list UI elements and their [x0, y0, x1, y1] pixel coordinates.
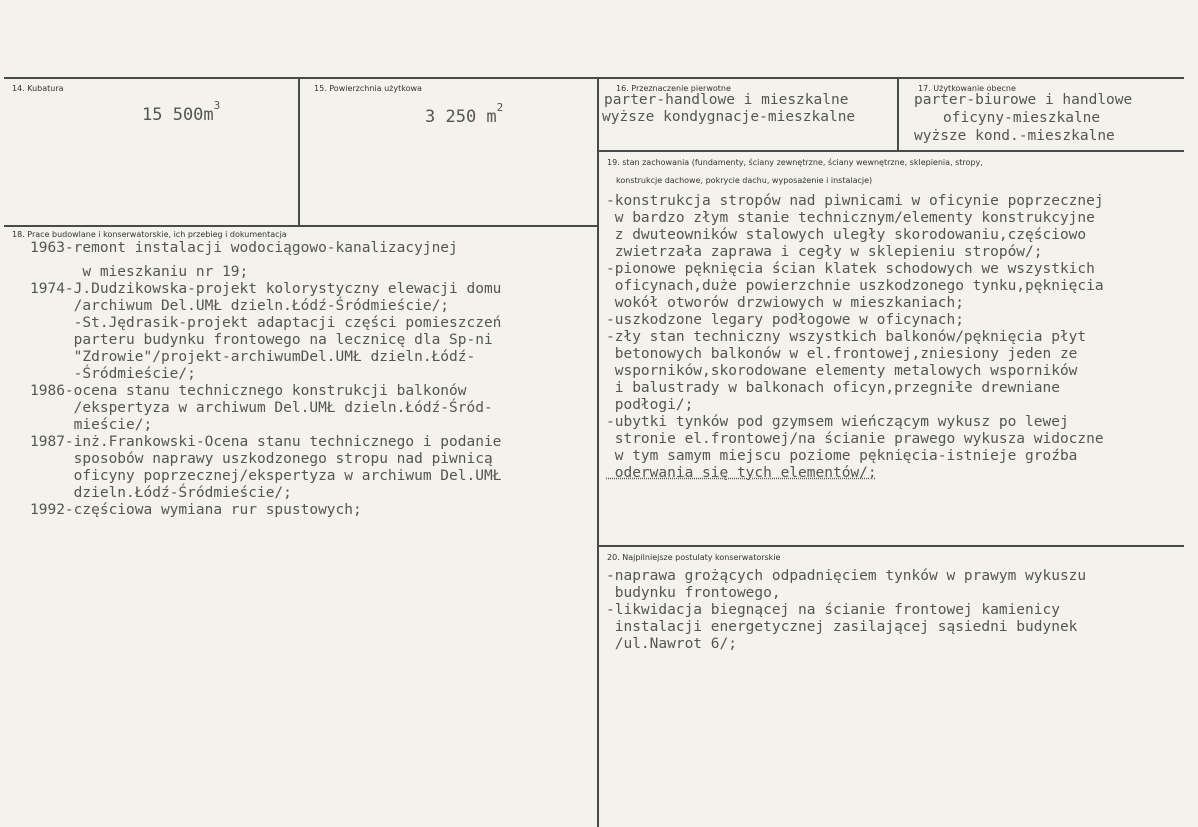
stan-line: -ubytki tynków pod gzymsem wieńczącym wykusz po lewej	[606, 414, 1069, 430]
prace-line: sposobów naprawy uszkodzonego stropu nad piwnicą	[30, 451, 493, 467]
prace-line: /archiwum Del.UMŁ dzieln.Łódź-Śródmieście/;	[30, 298, 450, 314]
kubatura-number: 15 500m	[142, 105, 214, 125]
kubatura-label: 14. Kubatura	[12, 84, 64, 93]
prace-line: 1963-remont instalacji wodociągowo-kanalizacyjnej	[30, 240, 458, 256]
powierzchnia-label: 15. Powierzchnia użytkowa	[314, 84, 422, 93]
stan-line: i balustrady w balkonach oficyn,przegniłe drewniane	[606, 380, 1060, 396]
stan-line: w tym samym miejscu poziome pęknięcia-istnieje groźba	[606, 448, 1078, 464]
prace-line: "Zdrowie"/projekt-archiwumDel.UMŁ dzieln.Łódź-	[30, 349, 476, 365]
stan-line: podłogi/;	[606, 397, 694, 413]
stan-line: -pionowe pęknięcia ścian klatek schodowych we wszystkich	[606, 261, 1095, 277]
prace-line: 1987-inż.Frankowski-Ocena stanu technicznego i podanie	[30, 434, 502, 450]
przeznaczenie-line-1: parter-handlowe i mieszkalne	[604, 92, 849, 108]
rule-right-2	[598, 545, 1184, 547]
prace-line: mieście/;	[30, 417, 153, 433]
postulaty-line: -likwidacja biegnącej na ścianie frontowej kamienicy	[606, 602, 1060, 618]
postulaty-label: 20. Najpilniejsze postulaty konserwatorskie	[607, 553, 781, 562]
stan-line: oficynach,duże powierzchnie uszkodzonego tynku,pęknięcia	[606, 278, 1104, 294]
rule-v1	[298, 77, 300, 227]
rule-right-1	[598, 150, 1184, 152]
stan-line: -uszkodzone legary podłogowe w oficynach;	[606, 312, 964, 328]
uzytkowanie-line-1: parter-biurowe i handlowe	[914, 92, 1133, 108]
stan-line: betonowych balkonów w el.frontowej,zniesiony jeden ze	[606, 346, 1078, 362]
prace-line: 1974-J.Dudzikowska-projekt kolorystyczny elewacji domu	[30, 281, 502, 297]
prace-line: w mieszkaniu nr 19;	[30, 264, 249, 280]
rule-v3	[897, 77, 899, 152]
stan-label-line-2: konstrukcje dachowe, pokrycie dachu, wyposażenie i instalacje)	[616, 176, 873, 185]
przeznaczenie-label: 16. Przeznaczenie pierwotne	[616, 84, 731, 93]
prace-line: -Śródmieście/;	[30, 366, 196, 382]
przeznaczenie-line-2: wyższe kondygnacje-mieszkalne	[602, 109, 856, 125]
stan-line: stronie el.frontowej/na ścianie prawego wykusza widoczne	[606, 431, 1104, 447]
prace-line: -St.Jędrasik-projekt adaptacji części pomieszczeń	[30, 315, 502, 331]
stan-line: zwietrzała zaprawa i cegły w sklepieniu stropów/;	[606, 244, 1043, 260]
uzytkowanie-label: 17. Użytkowanie obecne	[918, 84, 1016, 93]
postulaty-line: instalacji energetycznej zasilającej sąsiedni budynek	[606, 619, 1078, 635]
stan-line: oderwania się tych elementów/;	[606, 465, 877, 481]
prace-label: 18. Prace budowlane i konserwatorskie, ich przebieg i dokumentacja	[12, 230, 287, 239]
prace-line: /ekspertyza w archiwum Del.UMŁ dzieln.Łódź-Śród-	[30, 400, 493, 416]
stan-line: wsporników,skorodowane elementy metalowych wsporników	[606, 363, 1078, 379]
kubatura-value	[142, 99, 221, 125]
powierzchnia-unit-sup: 2	[496, 101, 504, 114]
uzytkowanie-line-3: wyższe kond.-mieszkalne	[914, 128, 1115, 144]
stan-line: -konstrukcja stropów nad piwnicami w oficynie poprzecznej	[606, 193, 1104, 209]
postulaty-line: -naprawa grożących odpadnięciem tynków w prawym wykuszu	[606, 568, 1087, 584]
rule-top	[4, 77, 1184, 79]
stan-line: -zły stan techniczny wszystkich balkonów/pęknięcia płyt	[606, 329, 1087, 345]
rule-v2	[597, 77, 599, 827]
prace-line: dzieln.Łódź-Śródmieście/;	[30, 485, 292, 501]
prace-line: 1986-ocena stanu technicznego konstrukcji balkonów	[30, 383, 467, 399]
powierzchnia-value	[425, 101, 504, 127]
postulaty-line: budynku frontowego,	[606, 585, 781, 601]
kubatura-unit-sup: 3	[213, 99, 221, 112]
prace-line: parteru budynku frontowego na lecznicę dla Sp-ni	[30, 332, 493, 348]
stan-line: w bardzo złym stanie technicznym/elementy konstrukcyjne	[606, 210, 1095, 226]
powierzchnia-number: 3 250 m	[425, 107, 497, 127]
prace-line: oficyny poprzecznej/ekspertyza w archiwum Del.UMŁ	[30, 468, 502, 484]
postulaty-line: /ul.Nawrot 6/;	[606, 636, 737, 652]
uzytkowanie-line-2: oficyny-mieszkalne	[943, 110, 1101, 126]
stan-line: wokół otworów drzwiowych w mieszkaniach;	[606, 295, 964, 311]
prace-line: 1992-częściowa wymiana rur spustowych;	[30, 502, 362, 518]
stan-line: z dwuteowników stalowych uległy skorodowaniu,częściowo	[606, 227, 1087, 243]
stan-label-line-1: 19. stan zachowania (fundamenty, ściany zewnętrzne, ściany wewnętrzne, sklepienia, stropy,	[607, 158, 983, 167]
rule-row2	[4, 225, 598, 227]
